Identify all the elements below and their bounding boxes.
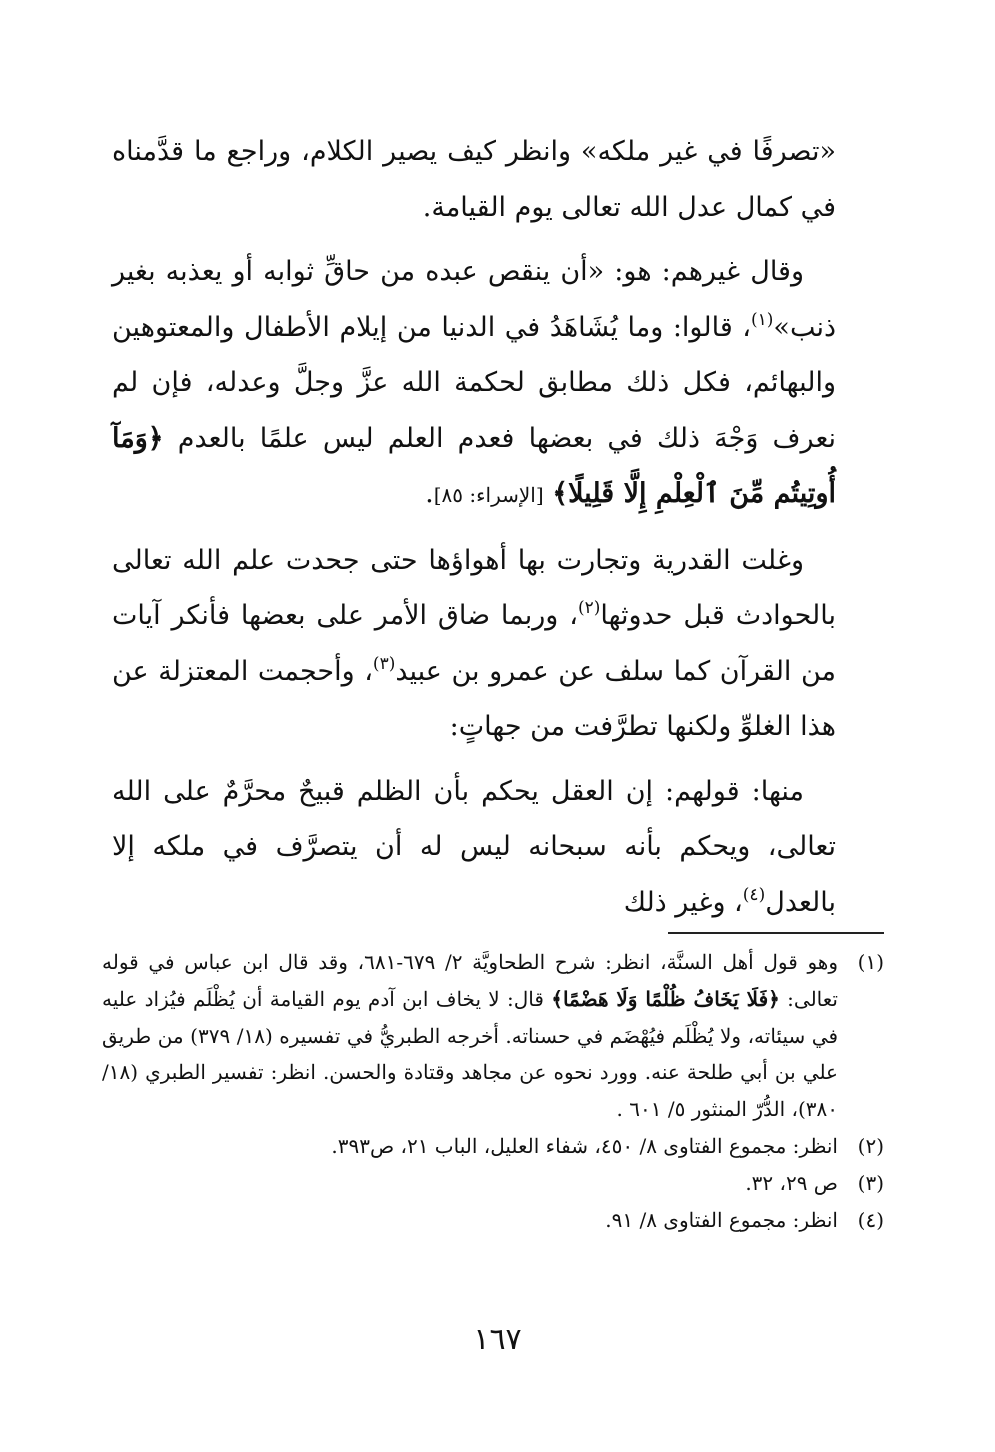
footnote-ref-3[interactable]: (٣)	[372, 653, 396, 674]
paragraph-3-text-c: ، وأحجمت المعتزلة عن هذا الغلوِّ ولكنها تطرَّفت من جهاتٍ:	[112, 655, 836, 742]
paragraph-4-text-a: منها: قولهم: إن العقل يحكم بأن الظلم قبيحٌ محرَّمٌ على الله تعالى، ويحكم بأنه سبحانه ليس له أن يتصرَّف في ملكه إلا بالعدل	[112, 775, 836, 918]
footnote-number-3: (٣)	[857, 1170, 884, 1195]
main-text	[112, 124, 836, 939]
footnote-3-text: ص ٢٩، ٣٢.	[745, 1170, 838, 1195]
footnote-divider	[668, 932, 884, 934]
footnote-1-text-b: قال: لا يخاف ابن آدم يوم القيامة أن يُظْلَم فيُزاد عليه في سيئاته، ولا يُظْلَم فيُهْضَم في حسناته. أخرجه الطبريُّ في تفسيره (١٨/ ٣٧٩) من طريق علي بن أبي طلحة عنه. وورد نحوه عن مجاهد وقتادة والحسن. انظر: تفسير الطبري (١٨/ ٣٨٠)، الدُّرّ المنثور ٥/ ٦٠١ .	[102, 986, 839, 1122]
footnote-ref-1[interactable]: (١)	[751, 309, 774, 330]
paragraph-1	[112, 124, 836, 235]
footnote-2	[102, 1128, 884, 1165]
footnote-4	[102, 1202, 884, 1239]
paragraph-2-text-b: ، قالوا: وما يُشَاهَدُ في الدنيا من إيلام الأطفال والمعتوهين والبهائم، فكل ذلك مطابق لحكمة الله عزَّ وجلَّ وعدله، فإن لم نعرف وَجْهَ ذلك في بعضها فعدم العلم ليس علمًا بالعدم	[112, 311, 836, 454]
footnotes	[102, 944, 884, 1238]
footnote-number-2: (٢)	[857, 1133, 884, 1158]
paragraph-3-text-b: ، وربما ضاق الأمر على بعضها فأنكر آيات من القرآن كما سلف عن عمرو بن عبيد	[112, 600, 836, 687]
paragraph-2	[112, 244, 836, 524]
footnote-1-verse: ﴿فَلَا يَخَافُ ظُلْمًا وَلَا هَضْمًا﴾	[551, 986, 780, 1011]
footnote-1	[102, 944, 884, 1128]
footnote-2-text: انظر: مجموع الفتاوى ٨/ ٤٥٠، شفاء العليل، الباب ٢١، ص٣٩٣.	[331, 1133, 838, 1158]
paragraph-4-text-b: ، وغير ذلك	[623, 886, 743, 918]
paragraph-2-end: .	[425, 478, 434, 509]
footnote-3	[102, 1165, 884, 1202]
footnote-4-text: انظر: مجموع الفتاوى ٨/ ٩١.	[605, 1207, 838, 1232]
paragraph-4	[112, 764, 836, 931]
page-number: ١٦٧	[473, 1322, 522, 1357]
paragraph-3	[112, 533, 836, 755]
footnote-number-1: (١)	[857, 950, 884, 974]
verse-reference: [الإسراء: ٨٥]	[433, 483, 544, 507]
footnote-ref-4[interactable]: (٤)	[742, 884, 766, 905]
footnote-ref-2[interactable]: (٢)	[577, 598, 601, 618]
footnote-1-text-a: وهو قول أهل السنَّة، انظر: شرح الطحاويَّة ٢/ ٦٧٩-٦٨١، وقد قال ابن عباس في قوله تعالى:	[102, 950, 839, 1011]
paragraph-1-text: «تصرفًا في غير ملكه» وانظر كيف يصير الكلام، وراجع ما قدَّمناه في كمال عدل الله تعالى يوم القيامة.	[112, 136, 836, 223]
paragraph-3-text-a: وغلت القدرية وتجارت بها أهواؤها حتى جحدت علم الله تعالى بالحوادث قبل حدوثها	[112, 544, 836, 631]
paragraph-2-text-a: وقال غيرهم: هو: «أن ينقص عبده من حاقِّ ثوابه أو يعذبه بغير ذنب»	[112, 256, 836, 343]
footnote-number-4: (٤)	[857, 1207, 884, 1232]
quran-verse: ﴿وَمَآ أُوتِيتُم مِّنَ ٱلْعِلْمِ إِلَّا قَلِيلًا﴾	[112, 422, 836, 509]
